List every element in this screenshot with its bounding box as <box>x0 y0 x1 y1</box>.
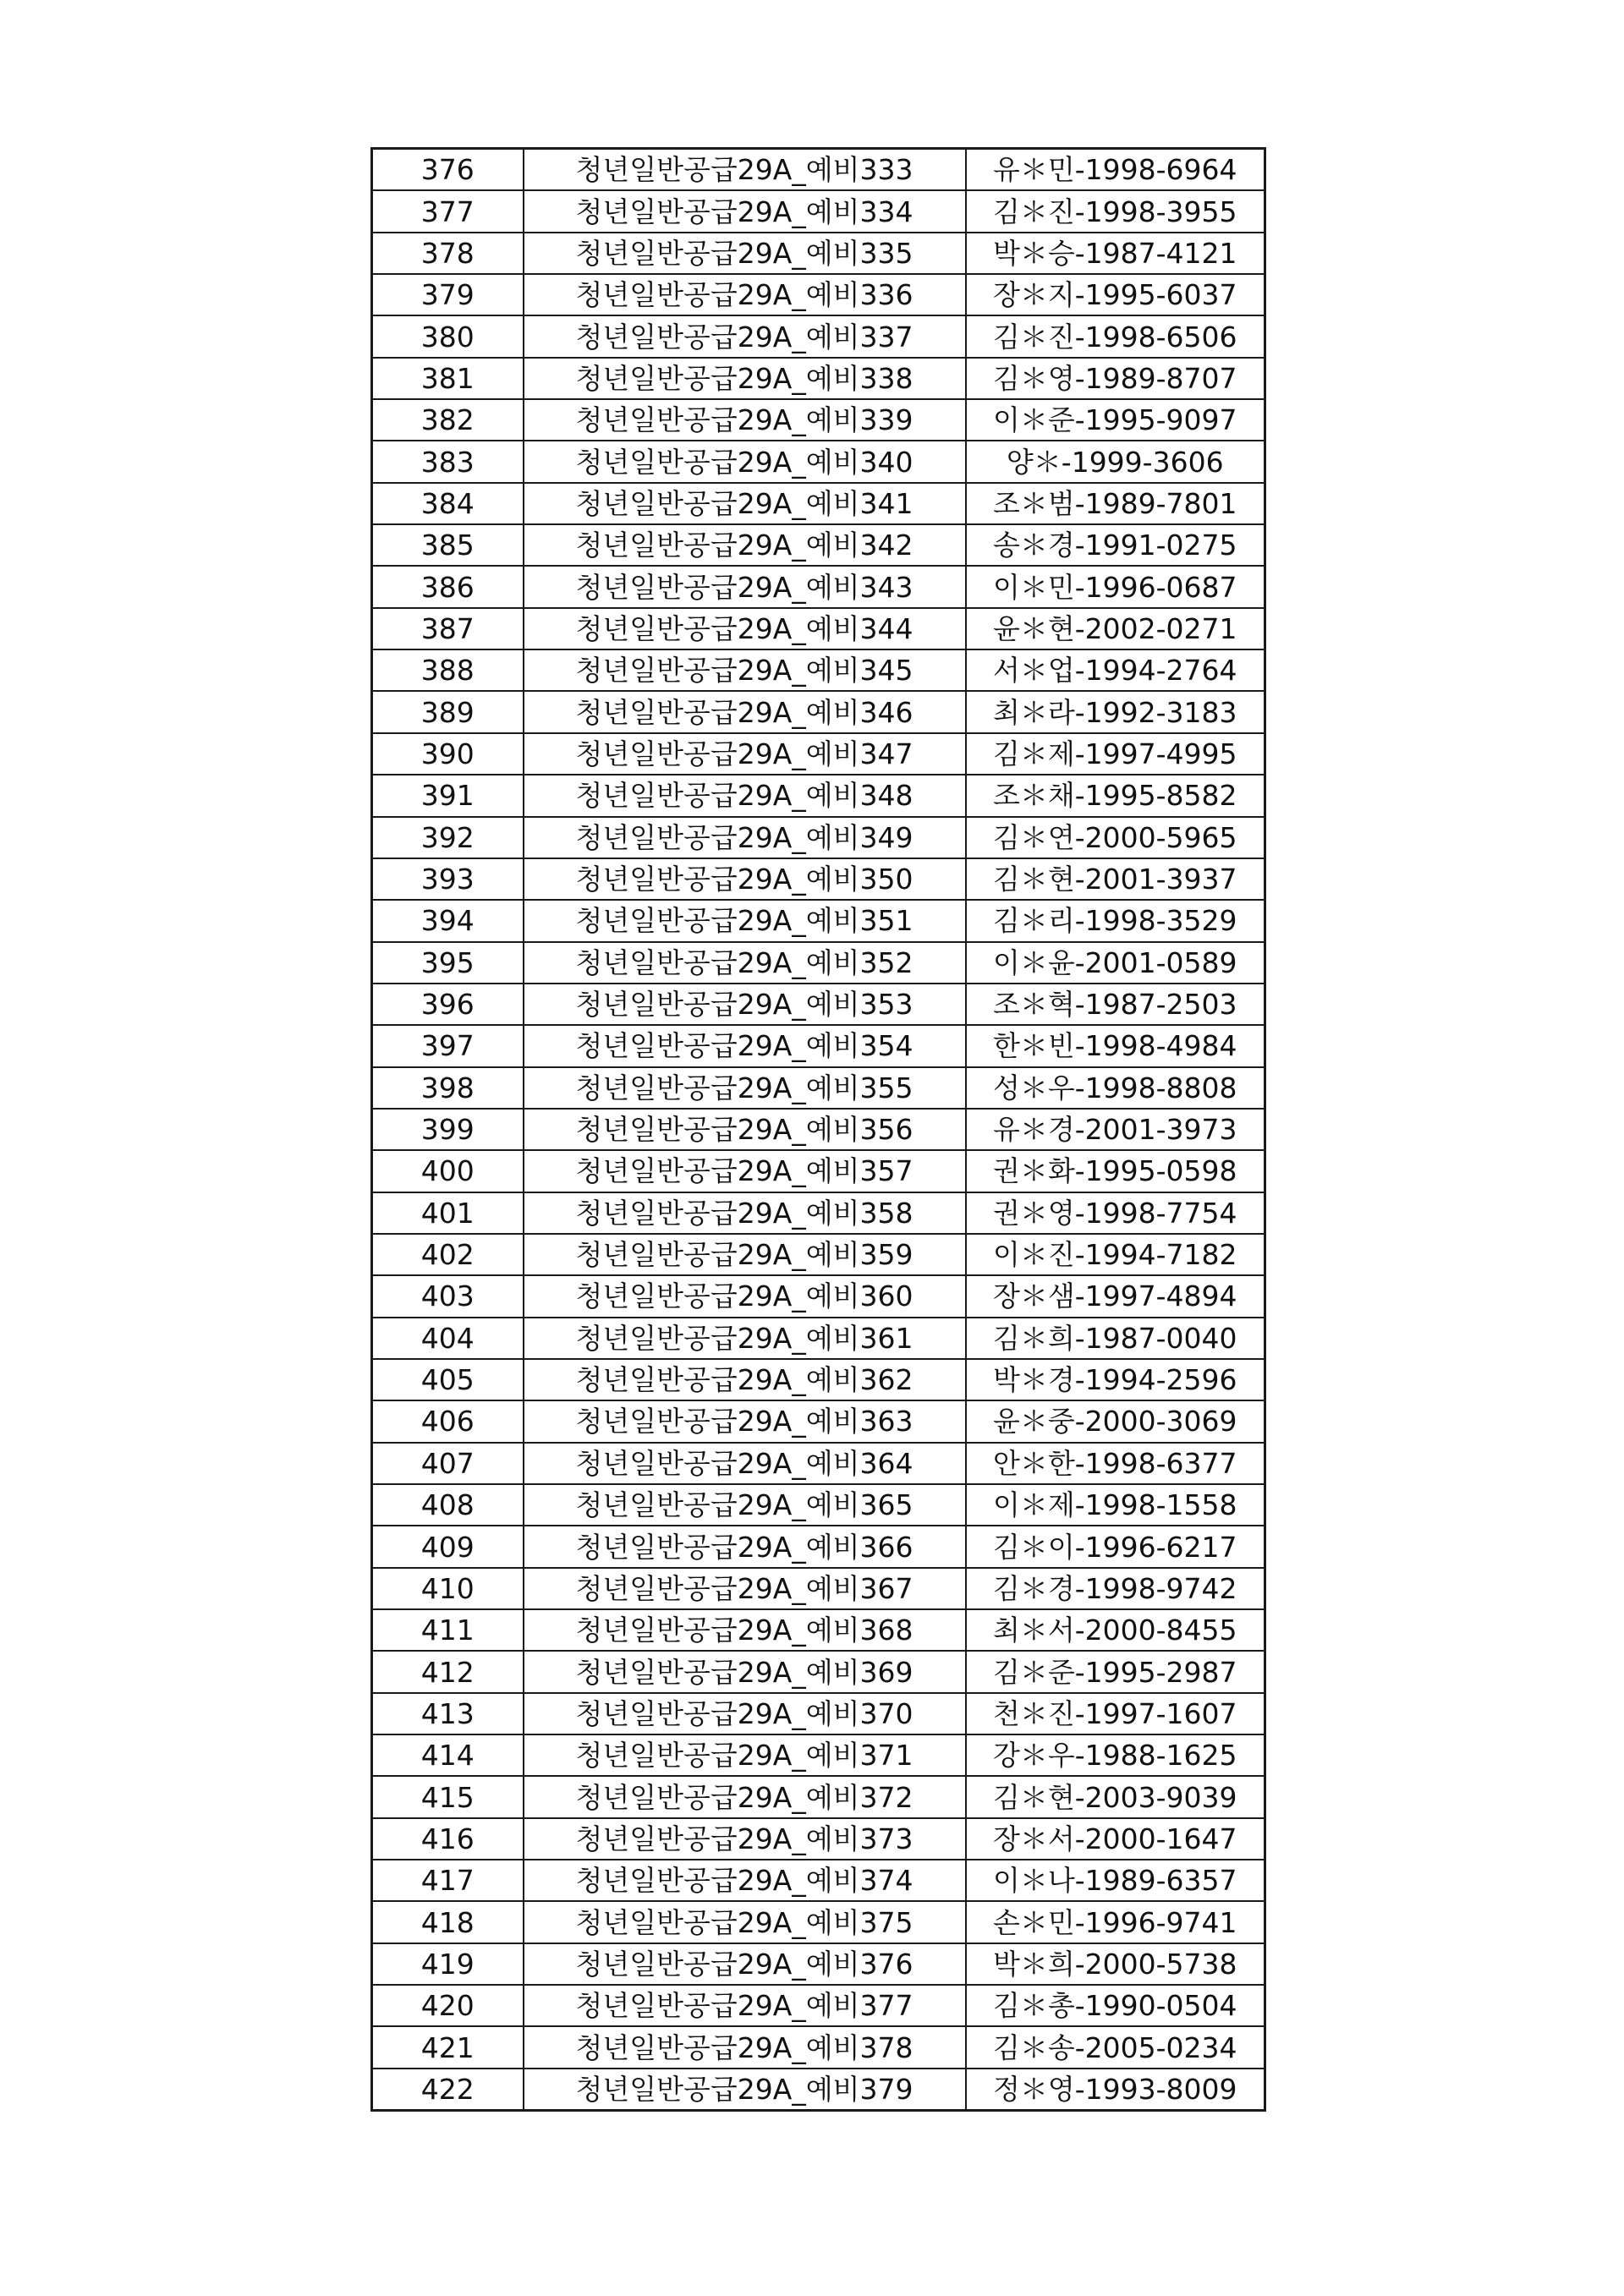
applicant-id-cell: 김＊이-1996-6217 <box>966 1526 1265 1567</box>
row-number-cell: 401 <box>372 1192 524 1234</box>
supply-category-cell: 청년일반공급29A_예비361 <box>524 1318 966 1359</box>
applicant-id-cell: 이＊준-1995-9097 <box>966 399 1265 441</box>
table-row <box>372 1860 1265 1901</box>
supply-category-cell: 청년일반공급29A_예비378 <box>524 2026 966 2068</box>
supply-category-cell: 청년일반공급29A_예비333 <box>524 149 966 191</box>
applicant-id-cell: 이＊민-1996-0687 <box>966 566 1265 607</box>
table-row <box>372 190 1265 232</box>
table-row <box>372 900 1265 941</box>
row-number-cell: 403 <box>372 1275 524 1317</box>
table-row <box>372 1985 1265 2026</box>
supply-category-cell: 청년일반공급29A_예비357 <box>524 1150 966 1192</box>
supply-category-cell: 청년일반공급29A_예비364 <box>524 1443 966 1484</box>
row-number-cell: 398 <box>372 1067 524 1109</box>
row-number-cell: 380 <box>372 315 524 357</box>
applicant-id-cell: 성＊우-1998-8808 <box>966 1067 1265 1109</box>
row-number-cell: 387 <box>372 608 524 649</box>
table-row <box>372 1359 1265 1400</box>
table-row <box>372 441 1265 482</box>
supply-category-cell: 청년일반공급29A_예비351 <box>524 900 966 941</box>
applicant-table <box>370 147 1266 2112</box>
applicant-id-cell: 장＊서-2000-1647 <box>966 1818 1265 1860</box>
applicant-id-cell: 김＊연-2000-5965 <box>966 817 1265 858</box>
row-number-cell: 395 <box>372 942 524 984</box>
supply-category-cell: 청년일반공급29A_예비367 <box>524 1568 966 1609</box>
row-number-cell: 391 <box>372 775 524 816</box>
row-number-cell: 414 <box>372 1734 524 1776</box>
supply-category-cell: 청년일반공급29A_예비353 <box>524 984 966 1025</box>
row-number-cell: 378 <box>372 233 524 274</box>
table-row <box>372 1150 1265 1192</box>
table-row <box>372 233 1265 274</box>
table-row <box>372 691 1265 732</box>
table-row <box>372 1067 1265 1109</box>
applicant-id-cell: 조＊혁-1987-2503 <box>966 984 1265 1025</box>
applicant-id-cell: 윤＊현-2002-0271 <box>966 608 1265 649</box>
supply-category-cell: 청년일반공급29A_예비343 <box>524 566 966 607</box>
applicant-id-cell: 박＊승-1987-4121 <box>966 233 1265 274</box>
applicant-id-cell: 정＊영-1993-8009 <box>966 2069 1265 2111</box>
table-row <box>372 817 1265 858</box>
row-number-cell: 381 <box>372 358 524 399</box>
supply-category-cell: 청년일반공급29A_예비372 <box>524 1776 966 1817</box>
applicant-id-cell: 양＊-1999-3606 <box>966 441 1265 482</box>
supply-category-cell: 청년일반공급29A_예비374 <box>524 1860 966 1901</box>
supply-category-cell: 청년일반공급29A_예비369 <box>524 1651 966 1692</box>
table-row <box>372 608 1265 649</box>
table-row <box>372 2069 1265 2111</box>
applicant-id-cell: 박＊희-2000-5738 <box>966 1943 1265 1985</box>
supply-category-cell: 청년일반공급29A_예비356 <box>524 1109 966 1150</box>
table-row <box>372 1776 1265 1817</box>
table-row <box>372 1234 1265 1275</box>
row-number-cell: 413 <box>372 1693 524 1734</box>
table-row <box>372 1818 1265 1860</box>
table-row <box>372 1318 1265 1359</box>
supply-category-cell: 청년일반공급29A_예비335 <box>524 233 966 274</box>
table-row <box>372 1609 1265 1651</box>
table-row <box>372 1693 1265 1734</box>
applicant-id-cell: 최＊라-1992-3183 <box>966 691 1265 732</box>
supply-category-cell: 청년일반공급29A_예비350 <box>524 858 966 900</box>
applicant-id-cell: 김＊총-1990-0504 <box>966 1985 1265 2026</box>
supply-category-cell: 청년일반공급29A_예비352 <box>524 942 966 984</box>
table-row <box>372 483 1265 524</box>
applicant-id-cell: 윤＊중-2000-3069 <box>966 1400 1265 1442</box>
applicant-id-cell: 박＊경-1994-2596 <box>966 1359 1265 1400</box>
applicant-id-cell: 김＊현-2001-3937 <box>966 858 1265 900</box>
row-number-cell: 406 <box>372 1400 524 1442</box>
row-number-cell: 394 <box>372 900 524 941</box>
table-row <box>372 775 1265 816</box>
row-number-cell: 383 <box>372 441 524 482</box>
table-row <box>372 858 1265 900</box>
applicant-id-cell: 김＊희-1987-0040 <box>966 1318 1265 1359</box>
supply-category-cell: 청년일반공급29A_예비342 <box>524 524 966 566</box>
row-number-cell: 418 <box>372 1901 524 1943</box>
applicant-id-cell: 권＊화-1995-0598 <box>966 1150 1265 1192</box>
row-number-cell: 420 <box>372 1985 524 2026</box>
applicant-id-cell: 강＊우-1988-1625 <box>966 1734 1265 1776</box>
table-row <box>372 1526 1265 1567</box>
applicant-id-cell: 서＊업-1994-2764 <box>966 649 1265 691</box>
table-row <box>372 1192 1265 1234</box>
row-number-cell: 400 <box>372 1150 524 1192</box>
table-row <box>372 149 1265 191</box>
row-number-cell: 389 <box>372 691 524 732</box>
table-row <box>372 649 1265 691</box>
table-row <box>372 524 1265 566</box>
applicant-id-cell: 조＊채-1995-8582 <box>966 775 1265 816</box>
table-row <box>372 2026 1265 2068</box>
supply-category-cell: 청년일반공급29A_예비379 <box>524 2069 966 2111</box>
row-number-cell: 407 <box>372 1443 524 1484</box>
row-number-cell: 422 <box>372 2069 524 2111</box>
supply-category-cell: 청년일반공급29A_예비363 <box>524 1400 966 1442</box>
row-number-cell: 416 <box>372 1818 524 1860</box>
table-row <box>372 1275 1265 1317</box>
applicant-id-cell: 장＊지-1995-6037 <box>966 274 1265 315</box>
supply-category-cell: 청년일반공급29A_예비365 <box>524 1484 966 1526</box>
supply-category-cell: 청년일반공급29A_예비376 <box>524 1943 966 1985</box>
supply-category-cell: 청년일반공급29A_예비345 <box>524 649 966 691</box>
supply-category-cell: 청년일반공급29A_예비375 <box>524 1901 966 1943</box>
applicant-id-cell: 유＊경-2001-3973 <box>966 1109 1265 1150</box>
row-number-cell: 415 <box>372 1776 524 1817</box>
row-number-cell: 382 <box>372 399 524 441</box>
row-number-cell: 419 <box>372 1943 524 1985</box>
supply-category-cell: 청년일반공급29A_예비366 <box>524 1526 966 1567</box>
table-row <box>372 1109 1265 1150</box>
supply-category-cell: 청년일반공급29A_예비334 <box>524 190 966 232</box>
applicant-id-cell: 천＊진-1997-1607 <box>966 1693 1265 1734</box>
table-row <box>372 1568 1265 1609</box>
table-row <box>372 1443 1265 1484</box>
table-row <box>372 566 1265 607</box>
supply-category-cell: 청년일반공급29A_예비358 <box>524 1192 966 1234</box>
supply-category-cell: 청년일반공급29A_예비348 <box>524 775 966 816</box>
applicant-id-cell: 김＊송-2005-0234 <box>966 2026 1265 2068</box>
applicant-id-cell: 손＊민-1996-9741 <box>966 1901 1265 1943</box>
table-row <box>372 1901 1265 1943</box>
row-number-cell: 399 <box>372 1109 524 1150</box>
applicant-id-cell: 유＊민-1998-6964 <box>966 149 1265 191</box>
applicant-id-cell: 김＊영-1989-8707 <box>966 358 1265 399</box>
row-number-cell: 412 <box>372 1651 524 1692</box>
supply-category-cell: 청년일반공급29A_예비346 <box>524 691 966 732</box>
applicant-id-cell: 최＊서-2000-8455 <box>966 1609 1265 1651</box>
row-number-cell: 410 <box>372 1568 524 1609</box>
row-number-cell: 421 <box>372 2026 524 2068</box>
row-number-cell: 405 <box>372 1359 524 1400</box>
applicant-id-cell: 안＊한-1998-6377 <box>966 1443 1265 1484</box>
row-number-cell: 404 <box>372 1318 524 1359</box>
applicant-id-cell: 이＊제-1998-1558 <box>966 1484 1265 1526</box>
applicant-id-cell: 이＊나-1989-6357 <box>966 1860 1265 1901</box>
applicant-id-cell: 장＊샘-1997-4894 <box>966 1275 1265 1317</box>
row-number-cell: 379 <box>372 274 524 315</box>
table-row <box>372 984 1265 1025</box>
supply-category-cell: 청년일반공급29A_예비373 <box>524 1818 966 1860</box>
table-row <box>372 1734 1265 1776</box>
supply-category-cell: 청년일반공급29A_예비338 <box>524 358 966 399</box>
applicant-id-cell: 김＊진-1998-6506 <box>966 315 1265 357</box>
supply-category-cell: 청년일반공급29A_예비336 <box>524 274 966 315</box>
row-number-cell: 409 <box>372 1526 524 1567</box>
row-number-cell: 386 <box>372 566 524 607</box>
applicant-id-cell: 김＊준-1995-2987 <box>966 1651 1265 1692</box>
table-row <box>372 733 1265 775</box>
row-number-cell: 411 <box>372 1609 524 1651</box>
table-row <box>372 274 1265 315</box>
applicant-id-cell: 이＊윤-2001-0589 <box>966 942 1265 984</box>
supply-category-cell: 청년일반공급29A_예비337 <box>524 315 966 357</box>
applicant-table-body <box>372 149 1265 2111</box>
applicant-id-cell: 한＊빈-1998-4984 <box>966 1025 1265 1066</box>
applicant-id-cell: 김＊현-2003-9039 <box>966 1776 1265 1817</box>
supply-category-cell: 청년일반공급29A_예비344 <box>524 608 966 649</box>
applicant-id-cell: 김＊진-1998-3955 <box>966 190 1265 232</box>
row-number-cell: 390 <box>372 733 524 775</box>
applicant-id-cell: 권＊영-1998-7754 <box>966 1192 1265 1234</box>
supply-category-cell: 청년일반공급29A_예비362 <box>524 1359 966 1400</box>
supply-category-cell: 청년일반공급29A_예비354 <box>524 1025 966 1066</box>
applicant-id-cell: 김＊제-1997-4995 <box>966 733 1265 775</box>
table-row <box>372 358 1265 399</box>
supply-category-cell: 청년일반공급29A_예비368 <box>524 1609 966 1651</box>
supply-category-cell: 청년일반공급29A_예비355 <box>524 1067 966 1109</box>
applicant-id-cell: 송＊경-1991-0275 <box>966 524 1265 566</box>
supply-category-cell: 청년일반공급29A_예비371 <box>524 1734 966 1776</box>
row-number-cell: 377 <box>372 190 524 232</box>
supply-category-cell: 청년일반공급29A_예비340 <box>524 441 966 482</box>
applicant-id-cell: 조＊범-1989-7801 <box>966 483 1265 524</box>
row-number-cell: 402 <box>372 1234 524 1275</box>
applicant-id-cell: 김＊경-1998-9742 <box>966 1568 1265 1609</box>
row-number-cell: 388 <box>372 649 524 691</box>
table-row <box>372 1400 1265 1442</box>
table-row <box>372 1943 1265 1985</box>
supply-category-cell: 청년일반공급29A_예비359 <box>524 1234 966 1275</box>
table-row <box>372 399 1265 441</box>
applicant-id-cell: 김＊리-1998-3529 <box>966 900 1265 941</box>
table-row <box>372 942 1265 984</box>
supply-category-cell: 청년일반공급29A_예비341 <box>524 483 966 524</box>
applicant-id-cell: 이＊진-1994-7182 <box>966 1234 1265 1275</box>
row-number-cell: 393 <box>372 858 524 900</box>
table-row <box>372 315 1265 357</box>
table-row <box>372 1025 1265 1066</box>
supply-category-cell: 청년일반공급29A_예비377 <box>524 1985 966 2026</box>
row-number-cell: 397 <box>372 1025 524 1066</box>
row-number-cell: 384 <box>372 483 524 524</box>
supply-category-cell: 청년일반공급29A_예비370 <box>524 1693 966 1734</box>
row-number-cell: 417 <box>372 1860 524 1901</box>
supply-category-cell: 청년일반공급29A_예비339 <box>524 399 966 441</box>
row-number-cell: 376 <box>372 149 524 191</box>
table-row <box>372 1484 1265 1526</box>
table-row <box>372 1651 1265 1692</box>
row-number-cell: 392 <box>372 817 524 858</box>
row-number-cell: 408 <box>372 1484 524 1526</box>
supply-category-cell: 청년일반공급29A_예비349 <box>524 817 966 858</box>
row-number-cell: 385 <box>372 524 524 566</box>
supply-category-cell: 청년일반공급29A_예비347 <box>524 733 966 775</box>
row-number-cell: 396 <box>372 984 524 1025</box>
supply-category-cell: 청년일반공급29A_예비360 <box>524 1275 966 1317</box>
